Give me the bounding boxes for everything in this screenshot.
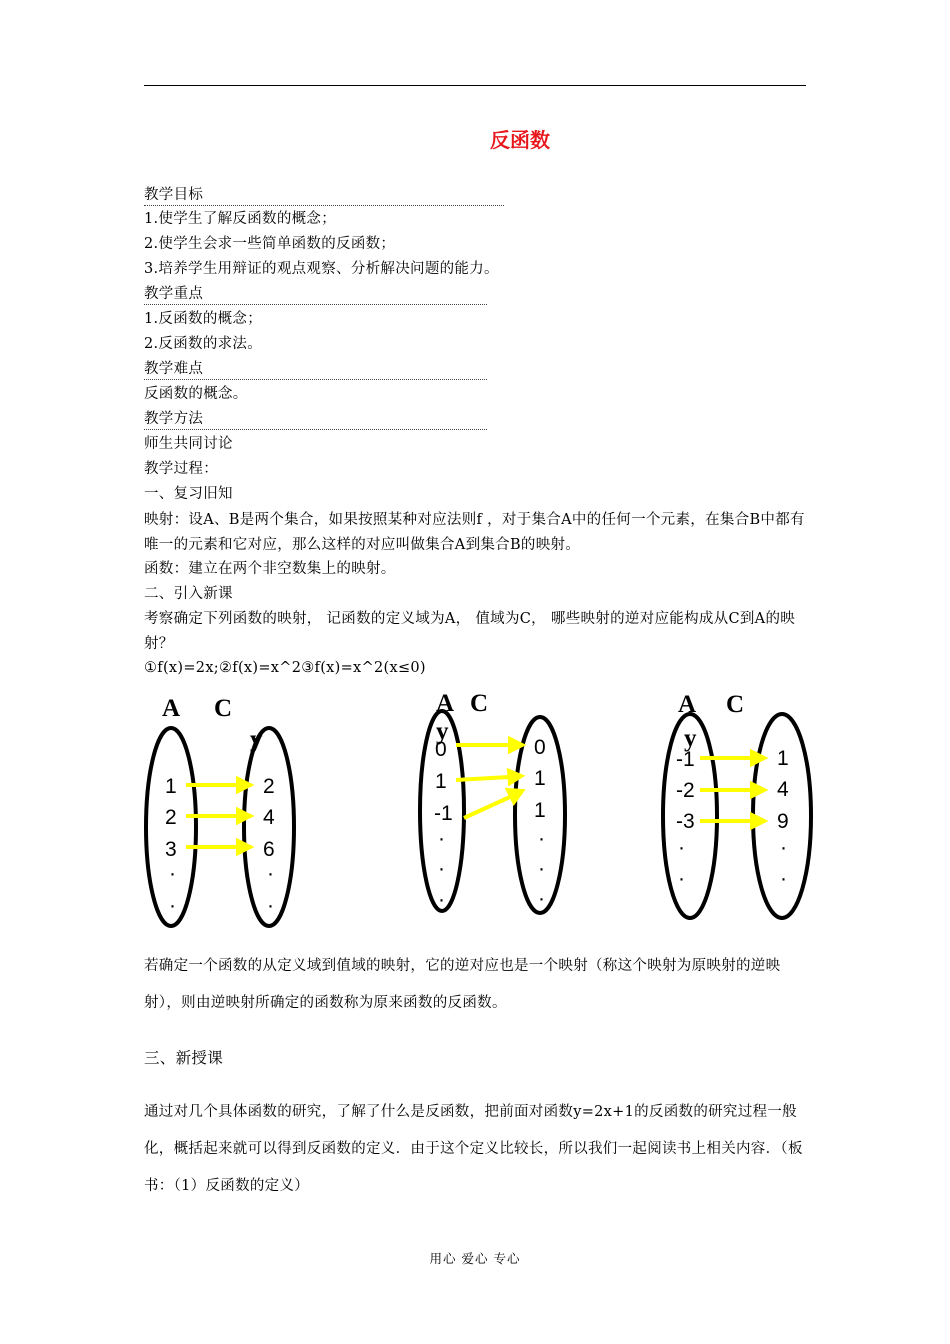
diagram-2-range-2: 1 (534, 767, 546, 790)
diagram-3-range-3: 9 (777, 810, 789, 833)
diagram-1-arrowhead-3 (238, 841, 250, 853)
diagram-2-domain-2: 1 (435, 770, 447, 793)
diagram-3-stray-y: y (684, 725, 697, 752)
diagram-2-domain-dot-3: · (438, 888, 445, 911)
goal-item-3: 3.培养学生用辩证的观点观察、分析解决问题的能力。 (144, 261, 499, 277)
diagram-2-domain-dot-2: · (438, 857, 445, 880)
diagram-1-stray-y: y (250, 726, 263, 753)
mapping-diagram-1 (138, 690, 318, 944)
review-heading: 一、复习旧知 (144, 486, 233, 502)
diagram-1-range-1: 2 (263, 775, 275, 798)
mapping-definition: 映射：设A、B是两个集合，如果按照某种对应法则f ，对于集合A中的任何一个元素，在集合B中都有唯一的元素和它对应，那么这样的对应叫做集合A到集合B的映射。 (144, 512, 805, 553)
diagram-3-arrowhead-2 (752, 784, 764, 796)
diagram-3-label-a: A (678, 691, 697, 718)
diagram-1-label-c: C (214, 695, 233, 722)
diagram-3-domain-3: -3 (676, 810, 695, 833)
function-list: ①f(x)=2x;②f(x)=x^2③f(x)=x^2(x≤0) (144, 660, 426, 676)
goal-item-2: 2.使学生会求一些简单函数的反函数； (144, 236, 396, 252)
goals-heading: 教学目标 (144, 185, 504, 206)
new-lesson-heading: 二、引入新课 (144, 586, 233, 602)
diagram-3-arrowhead-3 (752, 815, 764, 827)
diagram-2-range-dot-1: · (538, 827, 545, 850)
diagram-1-range-2: 4 (263, 806, 275, 829)
diagram-2-range-dot-3: · (538, 887, 545, 910)
diagram-3-domain-dot-2: · (678, 867, 685, 890)
diagram-3-range-1: 1 (777, 747, 789, 770)
diagram-3-label-c: C (726, 691, 745, 718)
mapping-diagram-2 (416, 685, 596, 929)
difficulty-heading: 教学难点 (144, 359, 487, 380)
process-heading: 教学过程： (144, 461, 218, 477)
difficulty-item: 反函数的概念。 (144, 386, 248, 402)
goal-item-1: 1.使学生了解反函数的概念； (144, 211, 337, 227)
diagram-1-domain-dot-1: · (169, 862, 176, 885)
diagram-2-label-c: C (470, 690, 489, 717)
diagram-1-range-dot-2: · (267, 894, 274, 917)
header-rule (144, 85, 806, 86)
diagram-2-domain-dot-1: · (438, 827, 445, 850)
key-points-heading: 教学重点 (144, 284, 487, 305)
diagram-3-domain-1: -1 (676, 748, 695, 771)
diagram-1-domain-2: 2 (165, 806, 177, 829)
diagram-1-domain-dot-2: · (169, 894, 176, 917)
diagram-1-domain-3: 3 (165, 838, 177, 861)
function-definition: 函数：建立在两个非空数集上的映射。 (144, 561, 396, 577)
key-point-2: 2.反函数的求法。 (144, 336, 263, 352)
diagram-2-arrow-3 (464, 796, 512, 818)
diagram-1-label-a: A (162, 695, 181, 722)
diagram-3-range-dot-2: · (780, 867, 787, 890)
page-footer: 用心 爱心 专心 (429, 1251, 521, 1266)
question-text: 考察确定下列函数的映射， 记函数的定义域为A， 值域为C， 哪些映射的逆对应能构成从C到A的映射？ (144, 611, 796, 652)
diagram-3-range-dot-1: · (780, 836, 787, 859)
section-3-text: 通过对几个具体函数的研究，了解了什么是反函数，把前面对函数y=2x+1的反函数的研究过程一般化，概括起来就可以得到反函数的定义．由于这个定义比较长，所以我们一起阅读书上相关内容．（板书：（1）反函数的定义） (144, 1104, 803, 1194)
diagram-1-arrowhead-2 (238, 810, 250, 822)
diagram-3-arrowhead-1 (752, 752, 764, 764)
method-heading: 教学方法 (144, 409, 487, 430)
diagram-2-range-1: 0 (534, 736, 546, 759)
page-title: 反函数 (490, 128, 550, 152)
inverse-definition: 若确定一个函数的从定义域到值域的映射，它的逆对应也是一个映射（称这个映射为原映射的逆映射），则由逆映射所确定的函数称为原来函数的反函数。 (144, 958, 781, 1011)
diagram-2-range-dot-2: · (538, 857, 545, 880)
diagram-3-range-2: 4 (777, 778, 789, 801)
diagram-2-label-a: A (436, 690, 455, 717)
diagram-2-domain-3: -1 (434, 802, 453, 825)
diagram-1-range-3: 6 (263, 838, 275, 861)
diagram-1-domain-1: 1 (165, 775, 177, 798)
method-item: 师生共同讨论 (144, 436, 233, 452)
diagram-3-domain-2: -2 (676, 779, 695, 802)
mapping-diagram-3 (656, 686, 836, 930)
section-3-heading: 三、新授课 (144, 1049, 224, 1067)
diagram-2-arrowhead-3 (508, 790, 522, 802)
diagram-2-domain-1: 0 (435, 738, 447, 761)
diagram-2-range-3: 1 (534, 799, 546, 822)
diagram-1-range-dot-1: · (267, 862, 274, 885)
diagram-2-stray-y: y (436, 718, 449, 745)
key-point-1: 1.反函数的概念； (144, 311, 263, 327)
diagram-3-domain-dot-1: · (678, 836, 685, 859)
